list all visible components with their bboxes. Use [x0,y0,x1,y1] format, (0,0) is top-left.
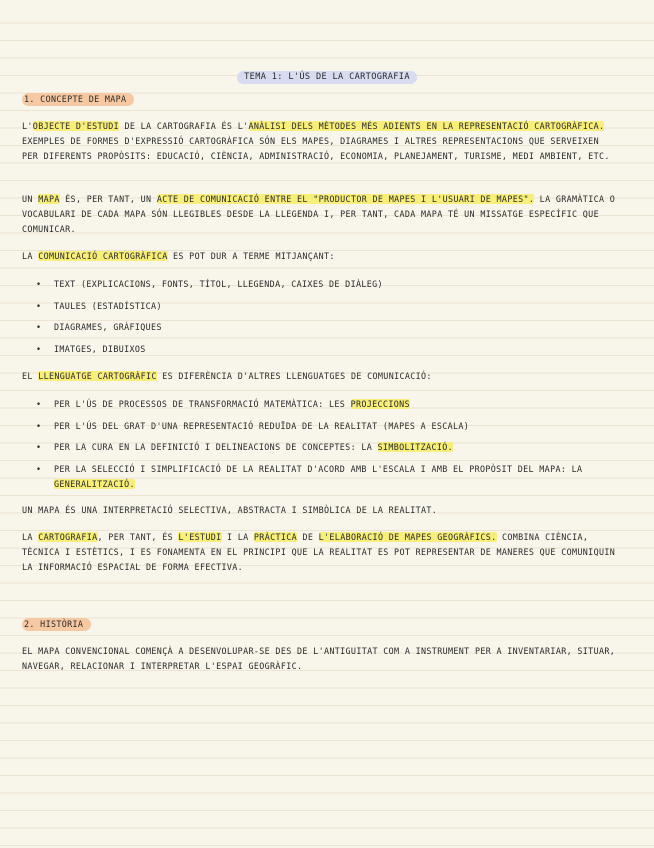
highlight: CARTOGRAFIA [38,532,98,542]
highlight: PROJECCIONS [350,399,410,409]
title-row [0,69,654,84]
list-item: • TEXT (EXPLICACIONS, FONTS, TÍTOL, LLEGENDA, CAIXES DE DIÀLEG) [36,277,618,292]
highlight: OBJECTE D'ESTUDI [32,121,120,131]
section-heading-historia: 2. HISTÒRIA [22,618,91,631]
list-item: • PER LA CURA EN LA DEFINICIÓ I DELINEACIONS DE CONCEPTES: LA SIMBOLITZACIÓ. [36,440,618,455]
highlight: L'ESTUDI [178,532,222,542]
highlight: PRÀCTICA [253,532,298,542]
paragraph-objecte: L'OBJECTE D'ESTUDI DE LA CARTOGRAFIA ÉS L'ANÀLISI DELS MÈTODES MÉS ADIENTS EN LA REPRESENTACIÓ CARTOGRÀFICA. EXEMPLES DE FORMES D'EXPRESSIÓ CARTOGRÀFICA SÓN ELS MAPES, DIAGRAMES I ALTRES REPRESENTACIONS QUE SERVEIXEN PER DIFERENTS PROPÒSITS: EDUCACIÓ, CIÈNCIA, ADMINISTRACIÓ, ECONOMIA, PLANEJAMENT, TURISME, MEDI AMBIENT, ETC. [22,121,610,161]
list-item: • IMATGES, DIBUIXOS [36,342,618,357]
highlight: SIMBOLITZACIÓ. [377,442,454,452]
list-item: • TAULES (ESTADÍSTICA) [36,299,618,314]
highlight: COMUNICACIÓ CARTOGRÀFICA [38,251,168,261]
highlight: ACTE DE COMUNICACIÓ ENTRE EL "PRODUCTOR DE MAPES I L'USUARI DE MAPES". [156,194,535,204]
page-title: TEMA 1: L'ÚS DE LA CARTOGRAFIA [237,71,417,84]
highlight: MAPA [38,194,60,204]
paragraph-interpretacio: UN MAPA ÉS UNA INTERPRETACIÓ SELECTIVA, ABSTRACTA I SIMBÒLICA DE LA REALITAT. [22,505,438,515]
highlight: L'ELABORACIÓ DE MAPES GEOGRÀFICS. [318,532,497,542]
paragraph-mapa: UN MAPA ÉS, PER TANT, UN ACTE DE COMUNICACIÓ ENTRE EL "PRODUCTOR DE MAPES I L'USUARI DE MAPES". LA GRAMÀTICA O VOCABULARI DE CADA MAPA SÓN LLEGIBLES DESDE LA LLEGENDA I, PER TANT, CADA MAPA TÉ UN MISSATGE ESPECÍFIC QUE COMUNICAR. [22,194,616,234]
highlight: ANÀLISI DELS MÈTODES MÉS ADIENTS EN LA REPRESENTACIÓ CARTOGRÀFICA. [248,121,605,131]
highlight: GENERALITZACIÓ. [54,478,135,489]
list-item: • DIAGRAMES, GRÀFIQUES [36,320,618,335]
list-language-differences [36,397,618,498]
list-item: • PER L'ÚS DE PROCESSOS DE TRANSFORMACIÓ MATEMÀTICA: LES PROJECCIONS [36,397,618,412]
highlight: LLENGUATGE CARTOGRÀFIC [38,371,157,381]
section-heading-concepte: 1. CONCEPTE DE MAPA [22,93,134,106]
paragraph-llenguatge: EL LLENGUATGE CARTOGRÀFIC ES DIFERÈNCIA D'ALTRES LLENGUATGES DE COMUNICACIÓ: [22,371,432,381]
list-item: • PER L'ÚS DEL GRAT D'UNA REPRESENTACIÓ REDUÏDA DE LA REALITAT (MAPES A ESCALA) [36,419,618,434]
list-item: • PER LA SELECCIÓ I SIMPLIFICACIÓ DE LA REALITAT D'ACORD AMB L'ESCALA I AMB EL PROPÒSIT DEL MAPA: LA GENERALITZACIÓ. [36,462,618,492]
paragraph-cartografia: LA CARTOGRAFIA, PER TANT, ÉS L'ESTUDI I LA PRÀCTICA DE L'ELABORACIÓ DE MAPES GEOGRÀFICS. COMBINA CIÈNCIA, TÈCNICA I ESTÈTICS, I ES FONAMENTA EN EL PRINCIPI QUE LA REALITAT ES POT REPRESENTAR DE MANERES QUE COMUNIQUIN LA INFORMACIÓ ESPACIAL DE FORMA EFECTIVA. [22,532,616,572]
paragraph-comunicacio: LA COMUNICACIÓ CARTOGRÀFICA ES POT DUR A TERME MITJANÇANT: [22,251,335,261]
paragraph-historia: EL MAPA CONVENCIONAL COMENÇÀ A DESENVOLUPAR-SE DES DE L'ANTIGUITAT COM A INSTRUMENT PER A INVENTARIAR, SITUAR, NAVEGAR, RELACIONAR I INTERPRETAR L'ESPAI GEOGRÀFIC. [22,646,616,671]
list-communication-means [36,277,618,363]
